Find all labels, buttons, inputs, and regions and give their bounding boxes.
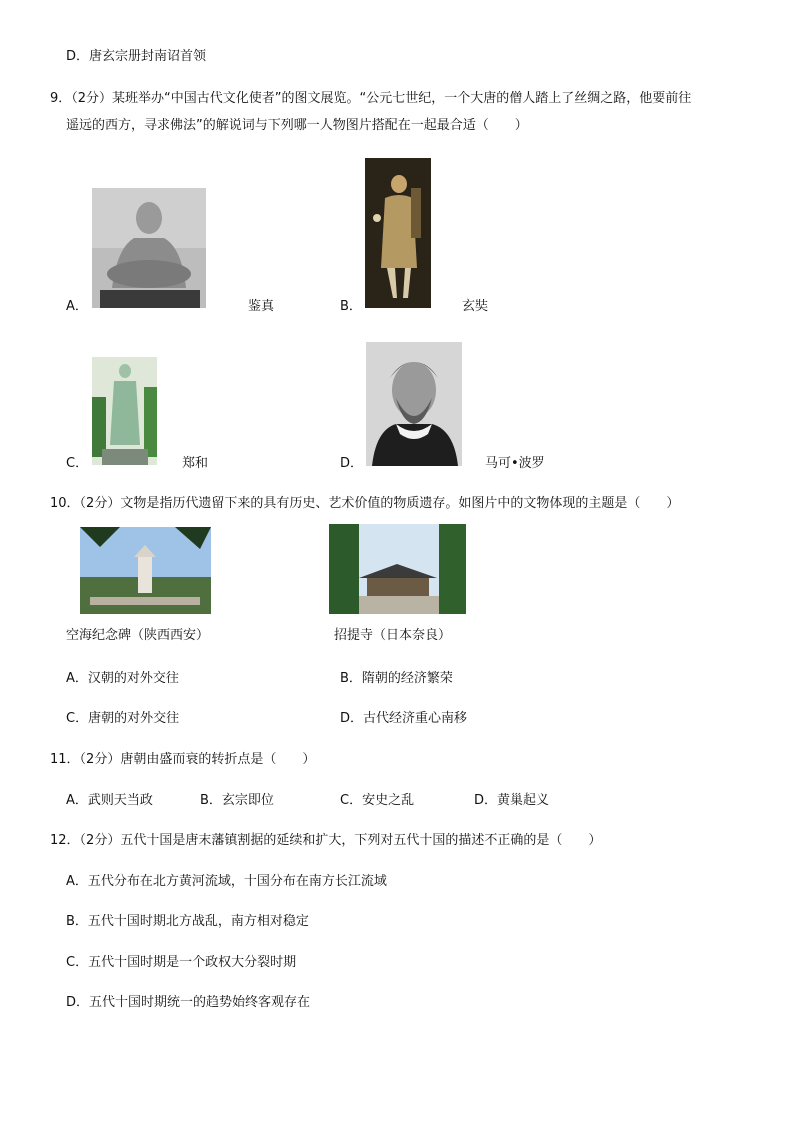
q9-option-b-photo bbox=[365, 158, 431, 308]
q10-caption-2: 招提寺（日本奈良） bbox=[334, 628, 452, 643]
q12-option-b: B．五代十国时期北方战乱，南方相对稳定 bbox=[66, 914, 309, 929]
q11-option-c: C．安史之乱 bbox=[340, 793, 415, 808]
q10-photo-kukai-memorial bbox=[80, 527, 211, 614]
q9-option-d-photo bbox=[366, 342, 462, 466]
q9-stem-line2: 遥远的西方，寻求佛法”的解说词与下列哪一人物图片搭配在一起最合适（ ） bbox=[66, 118, 528, 133]
q10-option-d: D．古代经济重心南移 bbox=[340, 711, 468, 726]
q9-option-d-letter: D． bbox=[340, 456, 364, 471]
q9-stem-line1: 9．（2分）某班举办“中国古代文化使者”的图文展览。“公元七世纪，一个大唐的僧人踏上了丝绸之路，他要前往 bbox=[50, 91, 692, 106]
q9-option-c-letter: C． bbox=[66, 456, 89, 471]
q9-option-c-photo bbox=[92, 357, 157, 465]
q10-option-a: A．汉朝的对外交往 bbox=[66, 671, 179, 686]
q9-option-d-name: 马可•波罗 bbox=[485, 456, 545, 471]
q10-stem: 10．（2分）文物是指历代遗留下来的具有历史、艺术价值的物质遗存。如图片中的文物体现的主题是（ ） bbox=[50, 496, 680, 511]
q11-stem: 11．（2分）唐朝由盛而衰的转折点是（ ） bbox=[50, 752, 316, 767]
q11-option-b: B．玄宗即位 bbox=[200, 793, 274, 808]
q10-caption-1: 空海纪念碑（陕西西安） bbox=[66, 628, 210, 643]
q12-option-d: D．五代十国时期统一的趋势始终客观存在 bbox=[66, 995, 311, 1010]
q9-option-c-name: 郑和 bbox=[182, 456, 209, 471]
q12-stem: 12．（2分）五代十国是唐末藩镇割据的延续和扩大，下列对五代十国的描述不正确的是（ ） bbox=[50, 833, 602, 848]
q9-option-b-letter: B． bbox=[340, 299, 362, 314]
q9-option-a-photo bbox=[92, 188, 206, 308]
q9-option-a-name: 鉴真 bbox=[248, 299, 275, 314]
q9-option-a-letter: A． bbox=[66, 299, 88, 314]
q10-photo-toshodaiji bbox=[329, 524, 466, 614]
q12-option-a: A．五代分布在北方黄河流域，十国分布在南方长江流域 bbox=[66, 874, 387, 889]
q8-option-d: D．唐玄宗册封南诏首领 bbox=[66, 49, 207, 64]
q10-option-c: C．唐朝的对外交往 bbox=[66, 711, 180, 726]
q11-option-d: D．黄巢起义 bbox=[474, 793, 550, 808]
q11-option-a: A．武则天当政 bbox=[66, 793, 153, 808]
q10-option-b: B．隋朝的经济繁荣 bbox=[340, 671, 453, 686]
q9-option-b-name: 玄奘 bbox=[462, 299, 489, 314]
q12-option-c: C．五代十国时期是一个政权大分裂时期 bbox=[66, 955, 297, 970]
